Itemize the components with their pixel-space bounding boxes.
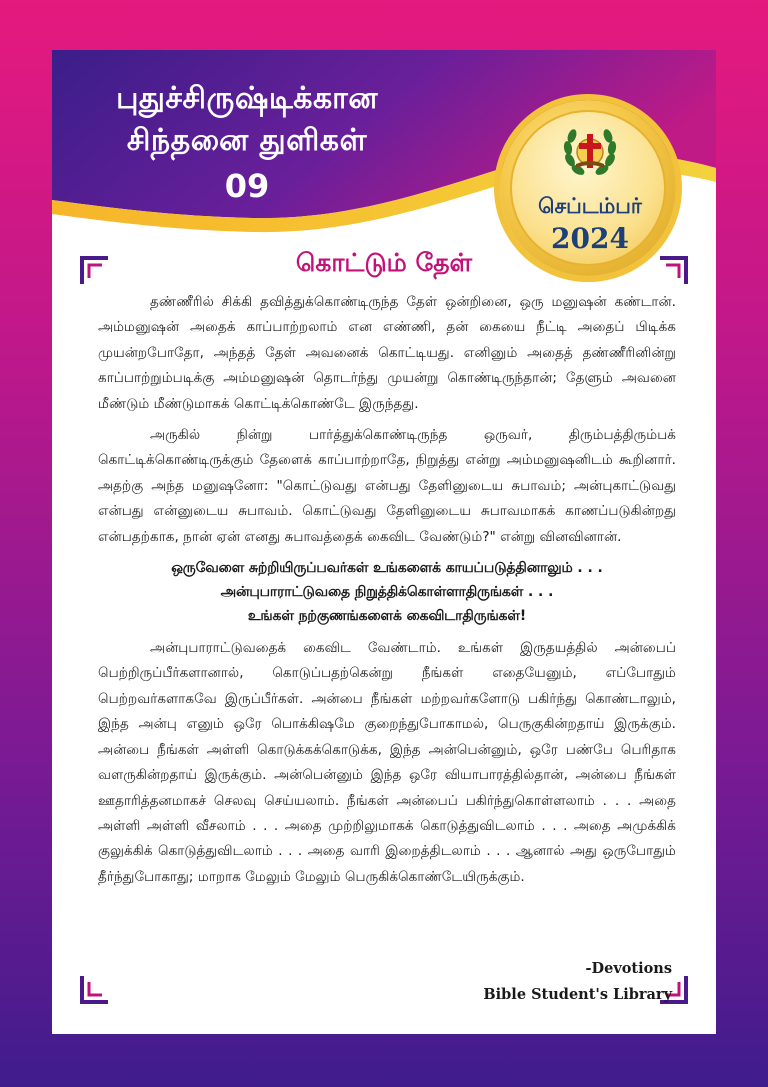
cross-laurel-icon xyxy=(560,120,620,186)
library-credit: Bible Student's Library xyxy=(483,986,672,1003)
date-badge-inner xyxy=(510,110,666,266)
article-title: கொட்டும் தேள் xyxy=(295,248,473,277)
paragraph-3: அன்புபாராட்டுவதைக் கைவிட வேண்டாம். உங்கள் இருதயத்தில் அன்பைப் பெற்றிருப்பீர்களானால், கொடுப்பதற்கென்று நீங்கள் எதையேனும், எப்போதும் பெற்றவர்களாகவே இருப்பீர்கள். அன்பை நீங்கள் மற்றவர்களோடு பகிர்ந்து கொண்டாலும், இந்த அன்பு எனும் ஒரே பொக்கிஷமே குறைந்துபோகாமல், பெருகுகின்றதாய் இருக்கும். அன்பை நீங்கள் அள்ளி கொடுக்கக்கொடுக்க, இந்த அன்பென்னும், ஒரே பண்பே பெரிதாக வளருகின்றதாய் இருக்கும். அன்பென்னும் இந்த ஒரே வியாபாரத்தில்தான், அன்பை நீங்கள் ஊதாரித்தனமாகச் செலவு செய்யலாம். நீங்கள் அன்பைப் பகிர்ந்துகொள்ளலாம் . . . அதை அள்ளி அள்ளி வீசலாம் . . . அதை முற்றிலுமாகக் கொடுத்துவிடலாம் . . . அதை அமுக்கிக் குலுக்கிக் கொடுத்துவிடலாம் . . . அதை வாரி இறைத்திடலாம் . . . ஆனால் அது ஒருபோதும் தீர்ந்துபோகாது; மாறாக மேலும் மேலும் பெருகிக்கொண்டேயிருக்கும். xyxy=(98,640,676,885)
series-title-line1: புதுச்சிருஷ்டிக்கான xyxy=(116,81,378,116)
paragraph-1: தண்ணீரில் சிக்கி தவித்துக்கொண்டிருந்த தேள் ஒன்றினை, ஒரு மனுஷன் கண்டான். அம்மனுஷன் அதைக் காப்பாற்றலாம் என எண்ணி, தன் கையை நீட்டி அதைப் பிடிக்க முயன்றபோதோ, அந்தத் தேள் அவனைக் கொட்டியது. எனினும் அதைத் தண்ணீரினின்று காப்பாற்றும்படிக்கு அம்மனுஷன் தொடர்ந்து முயன்று கொண்டிருந்தான்; தேளும் அவனை மீண்டும் மீண்டுமாகக் கொட்டிக்கொண்டே இருந்தது. xyxy=(98,294,676,412)
emphasis-line-2: அன்புபாராட்டுவதை நிறுத்திக்கொள்ளாதிருங்கள் . . . xyxy=(220,584,554,601)
series-title-line2: சிந்தனை துளிகள் xyxy=(126,123,368,158)
corner-bracket-bottom-left xyxy=(80,974,110,1004)
issue-number: 09 xyxy=(224,167,270,205)
paragraph-2: அருகில் நின்று பார்த்துக்கொண்டிருந்த ஒருவர், திரும்பத்திரும்பக் கொட்டிக்கொண்டிருக்கும் தேளைக் காப்பாற்றாதே, நிறுத்து என்று அம்மனுஷனிடம் கூறினார். அதற்கு அந்த மனுஷனோ: "கொட்டுவது என்பது தேளினுடைய சுபாவம்; அன்புகாட்டுவது என்பது என்னுடைய சுபாவம். கொட்டுவது தேளினுடைய சுபாவமாகக் காணப்படுகின்றது என்பதற்காக, நான் ஏன் எனது சுபாவத்தைக் கைவிட வேண்டும்?" என்று வினவினான். xyxy=(98,427,676,545)
badge-month: செப்டம்பர் xyxy=(538,194,642,218)
article-body xyxy=(98,290,676,896)
emphasis-line-1: ஒருவேளை சுற்றியிருப்பவர்கள் உங்களைக் காயப்படுத்தினாலும் . . . xyxy=(171,560,603,577)
page-card xyxy=(52,50,716,1034)
emphasis-line-3: உங்கள் நற்குணங்களைக் கைவிடாதிருங்கள்! xyxy=(247,608,527,625)
series-title xyxy=(52,78,442,208)
badge-year: 2024 xyxy=(551,222,629,255)
source-credit: -Devotions xyxy=(585,960,672,977)
signature xyxy=(483,956,672,1008)
emphasis-block xyxy=(98,556,676,628)
